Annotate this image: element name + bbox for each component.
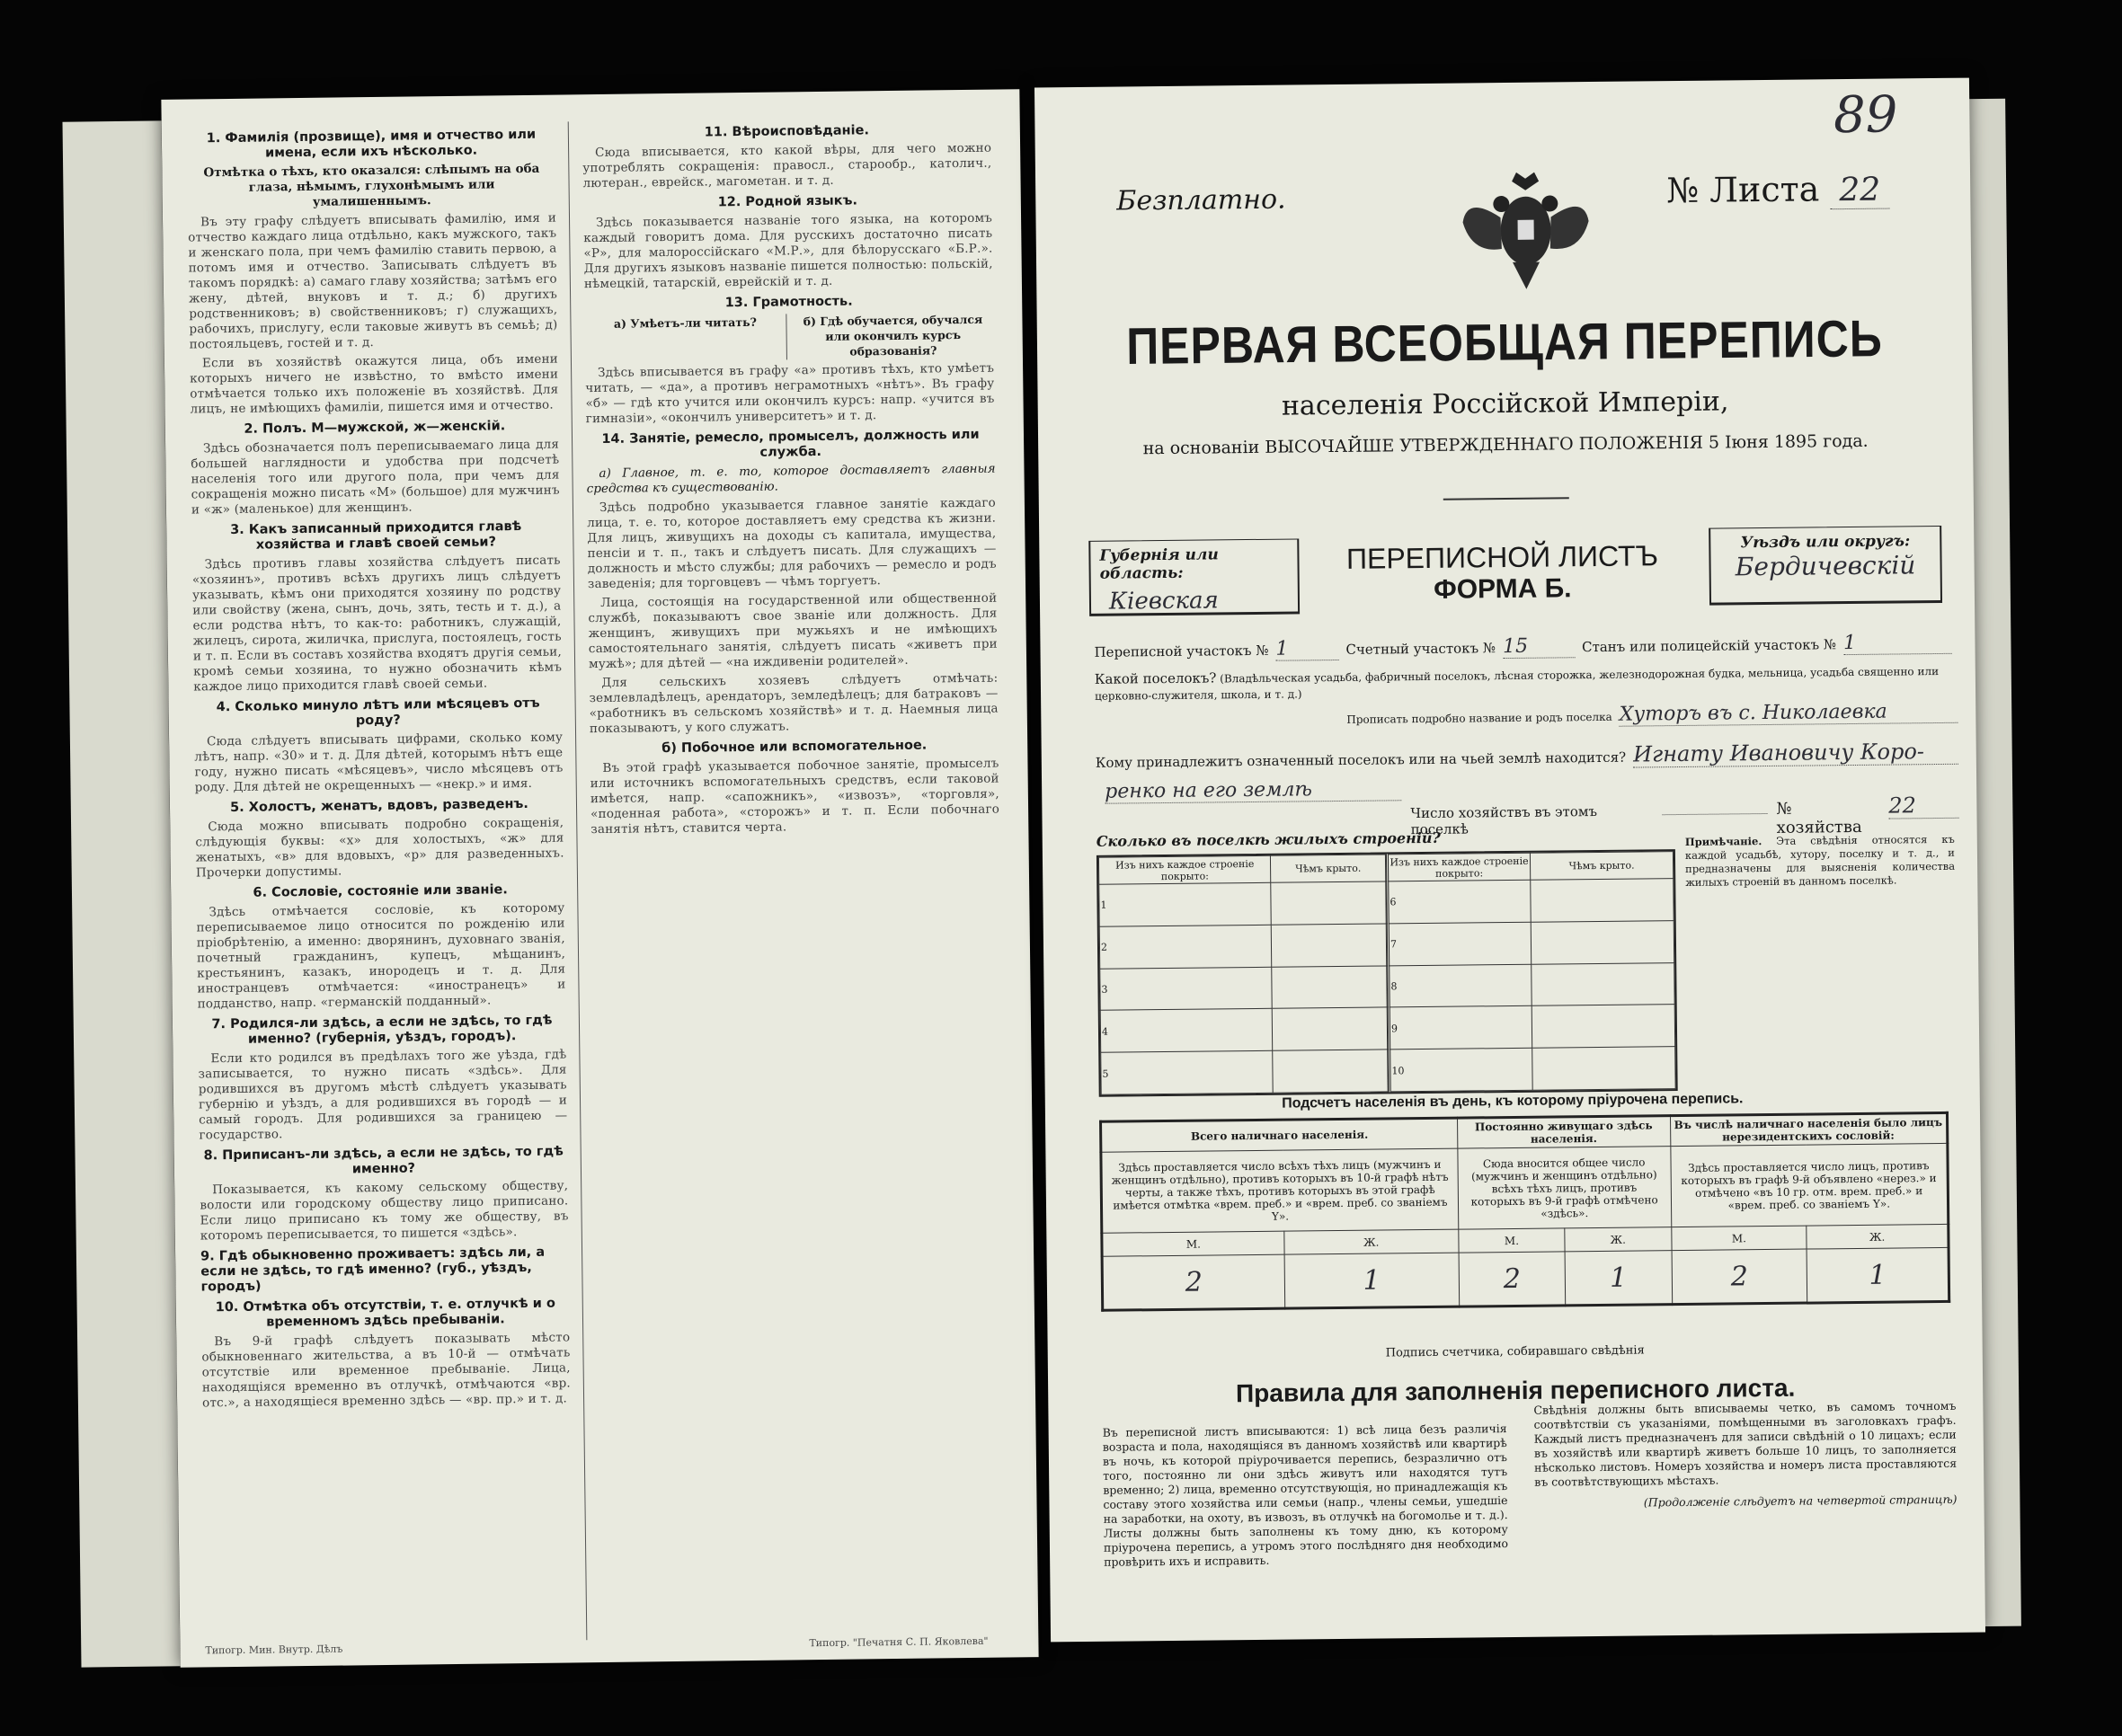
section-12-title: 12. Родной языкъ. <box>717 193 858 210</box>
building-row-number: 10 <box>1390 1048 1532 1091</box>
census-title: ПЕРВАЯ ВСЕОБЩАЯ ПЕРЕПИСЬ <box>1125 309 1884 376</box>
form-title: ПЕРЕПИСНОЙ ЛИСТЪ <box>1345 539 1659 575</box>
count-value: 1 <box>1807 1247 1949 1303</box>
poselok-line-2 <box>1095 700 1958 732</box>
body-text: Здѣсь подробно указывается главное занятіе каждаго лица, т. е. то, которое доставляетъ ему средства къ жизни. Для лицъ, живущихъ на доходы съ капитала, имущества, пенсіи и т. п., такъ и слѣдуетъ писать. Для служащихъ — должность и мѣсто службы; для рабочихъ — ремесло и родъ заведенія; для торговцевъ — чѣмъ торгуетъ. <box>587 495 997 592</box>
buildings-col-header: Чѣмъ крыто. <box>1271 855 1386 882</box>
building-row-number: 4 <box>1100 1009 1273 1053</box>
owner-value-2: ренко на его землѣ <box>1105 777 1401 803</box>
household-number-value: 22 <box>1888 793 1958 819</box>
form-title-block <box>1309 539 1696 607</box>
signature-line: Подпись счетчика, собиравшаго свѣдѣнія <box>1385 1343 1645 1360</box>
body-text: Здѣсь показывается названіе того языка, на которомъ каждый говоритъ дома. Для русскихъ достаточно писать «Р», для малороссійскаго «М.Р.», для бѣлорусскаго «Б.Р.». Для другихъ языковъ названіе пишется полностью: польскій, нѣмецкій, татарскій, еврейскій и т. д. <box>583 210 993 292</box>
rules-left-column <box>1103 1422 1509 1570</box>
household-number-label: № хозяйства <box>1776 799 1862 837</box>
census-basis: на основаніи ВЫСОЧАЙШЕ УТВЕРЖДЕННАГО ПОЛОЖЕНІЯ 5 Іюня 1895 года. <box>1142 430 1869 459</box>
body-text: Въ этой графѣ указывается побочное занятіе, промыселъ или источникъ вспомогательныхъ средствъ, если таковой имѣется, напр. «сапожникъ», «извозъ», «торговля», «поденная работа», «сторожъ» и т. п. Если побочнаго занятія нѣтъ, ставится черта. <box>590 756 1000 837</box>
buildings-table <box>1097 849 1678 1097</box>
section-11-title: 11. Вѣроисповѣданіе. <box>704 123 870 140</box>
gubernia-box <box>1088 538 1300 616</box>
rules-right-text: Свѣдѣнія должны быть вписываемы четко, въ самомъ точномъ соотвѣтствіи съ указаніями, помѣщенными въ заголовкахъ графъ. Каждый листъ предназначенъ для записи свѣдѣній о 10 лицахъ; если въ хозяйствѣ или квартирѣ живетъ больше 10 лицъ, то заполняется нѣсколько листовъ. Номеръ хозяйства и номеръ листа проставляются въ соотвѣтствующихъ мѣстахъ. <box>1533 1398 1958 1489</box>
section-13a: а) Умѣетъ-ли читать? <box>584 314 787 362</box>
poselok-label: Какой поселокъ? <box>1094 669 1217 687</box>
building-row-number: 6 <box>1388 880 1531 923</box>
body-text: Если кто родился въ предѣлахъ того же уѣзда, гдѣ записывается, то нужно писать «здѣсь». Для родившихся въ другомъ мѣстѣ слѣдуетъ указывать губернію и уѣздъ, а для родившихся въ городѣ — и самый городъ. Для родившихся за границею — государство. <box>198 1047 568 1143</box>
section-1-note: Отмѣтка о тѣхъ, кто оказался: слѣпымъ на оба глаза, нѣмымъ, глухонѣмымъ или умалишеннымъ. <box>203 161 540 209</box>
count-value: 2 <box>1102 1254 1284 1310</box>
section-15-title: б) Побочное или вспомогательное. <box>661 738 928 757</box>
section-4-title: 4. Сколько минуло лѣтъ или мѣсяцевъ отъ роду? <box>216 695 540 729</box>
section-1-title: 1. Фамилія (прозвище), имя и отчество или имена, если ихъ нѣсколько. <box>206 127 537 161</box>
building-row-number: 5 <box>1101 1050 1274 1094</box>
uezd-value: Бердичевскій <box>1735 550 1916 582</box>
left-page <box>161 89 1038 1668</box>
building-row-number: 7 <box>1388 922 1531 965</box>
title-rule <box>1443 497 1569 500</box>
gubernia-label: Губернія или область: <box>1099 545 1219 583</box>
count-male-header: М. <box>1671 1226 1807 1251</box>
section-13-title: 13. Грамотность. <box>724 294 853 311</box>
uchastok-line <box>1094 631 1957 663</box>
building-row-number: 3 <box>1100 967 1273 1011</box>
count-female-header: Ж. <box>1284 1229 1459 1254</box>
section-6-title: 6. Сословіе, состояніе или званіе. <box>253 882 508 900</box>
count-title: Подсчетъ населенія въ день, къ которому пріурочена перепись. <box>1282 1091 1744 1112</box>
poselok-hint: (Владѣльческая усадьба, фабричный поселокъ, лѣсная сторожка, железнодорожная будка, мельница, усадьба священно или церковно-служителя, школа, и т. д.) <box>1094 664 1940 703</box>
owner-value: Игнату Ивановичу Коро- <box>1633 739 1958 768</box>
buildings-col-header: Чѣмъ крыто. <box>1530 852 1673 881</box>
poselok-value: Хуторъ въ с. Николаевка <box>1620 700 1958 727</box>
building-row-number: 2 <box>1099 925 1272 969</box>
count-header-nonresident: Въ числѣ наличнаго населенія было лицъ нерезидентскихъ сословій: <box>1670 1112 1948 1146</box>
stan-label: Станъ или полицейскій участокъ № <box>1581 636 1837 656</box>
count-table <box>1099 1112 1950 1312</box>
list-number-label: № Листа <box>1666 169 1820 211</box>
section-14-title: 14. Занятіе, ремесло, промыселъ, должность или служба. <box>601 427 980 460</box>
body-text: Показывается, къ какому сельскому обществу, волости или городскому обществу лицо приписано. Если лицо приписано къ тому же обществу, въ которомъ переписывается, то пишется «здѣсь». <box>200 1178 569 1244</box>
rules-title: Правила для заполненія переписного листа. <box>1235 1373 1796 1408</box>
poselok-line <box>1095 662 1958 704</box>
rules-continued: (Продолженіе слѣдуетъ на четвертой страницѣ) <box>1643 1492 1958 1510</box>
note-title: Примѣчаніе. <box>1684 835 1762 848</box>
body-text: Сюда можно вписывать подробно сокращенія, слѣдующія буквы: «х» для холостыхъ, «ж» для женатыхъ, «в» для вдовыхъ, «р» для разведенныхъ. Прочерки допустимы. <box>195 815 564 881</box>
count-value: 2 <box>1672 1249 1807 1305</box>
right-page <box>1034 78 1985 1643</box>
count-value: 2 <box>1459 1252 1566 1306</box>
list-number-value: 22 <box>1830 172 1889 210</box>
building-row-number: 9 <box>1389 1006 1532 1050</box>
count-desc-total: Здѣсь проставляется число всѣхъ тѣхъ лицъ (мужчинъ и женщинъ отдѣльно), противъ которыхъ въ 10-й графѣ нѣтъ черты, а также тѣхъ, противъ которыхъ въ этой графѣ имѣется отмѣтка «врем. преб.» и «врем. преб. со званіемъ Y». <box>1101 1148 1459 1233</box>
body-text: Въ эту графу слѣдуетъ вписывать фамилію, имя и отчество каждаго лица отдѣльно, какъ мужского, такъ и женскаго пола, при чемъ фамилію ставить первою, а потомъ имя и отчество. Записывать слѣдуетъ въ такомъ порядкѣ: а) самаго главу хозяйства; затѣмъ его жену, дѣтей, внуковъ и т. д.; б) другихъ родственниковъ; в) свойственниковъ; г) служащихъ, рабочихъ, прислугу, если таковые живутъ въ семьѣ; д) постояльцевъ, гостей и т. д. <box>188 210 558 352</box>
count-value: 1 <box>1565 1251 1672 1306</box>
buildings-col-header: Изъ нихъ каждое строеніе покрыто: <box>1098 855 1271 884</box>
buildings-left-table <box>1098 854 1389 1094</box>
section-2-title: 2. Полъ. М—мужской, ж—женскій. <box>244 419 506 437</box>
buildings-right-table <box>1386 851 1676 1092</box>
list-number-block <box>1666 169 1889 211</box>
count-value: 1 <box>1284 1253 1460 1308</box>
schet-value: 15 <box>1503 634 1575 659</box>
sheet-number: 89 <box>1833 85 1898 146</box>
body-text: Лица, состоящія на государственной или общественной службѣ, показываютъ свое званіе или должность. Для женщинъ, живущихъ при мужьяхъ и не имѣющихъ самостоятельнаго занятія, слѣдуетъ писать «живетъ при мужѣ»; для дѣтей — «на иждивеніи родителей». <box>588 590 998 672</box>
uezd-label: Уѣздъ или округъ: <box>1740 532 1911 553</box>
count-desc-nonresident: Здѣсь проставляется число лицъ, противъ которыхъ въ графѣ 9-й объявлено «нерез.» и отмѣчено «въ 10 гр. отм. врем. преб.» и «врем. преб. со званіемъ Y». <box>1670 1143 1948 1227</box>
count-female-header: Ж. <box>1565 1227 1672 1252</box>
body-text: Здѣсь обозначается полъ переписываемаго лица для большей наглядности и удобства при подсчетѣ населенія того или другого пола, при чемъ для сокращенія можно писать «М» (большое) для мужчинъ и «ж» (маленькое) для женщинъ. <box>191 437 560 518</box>
rules-left-text: Въ переписной листъ вписываются: 1) всѣ лица безъ различія возраста и пола, находящіяся въ данномъ хозяйствѣ или квартирѣ въ ночь, къ которой пріурочивается перепись, безразлично отъ того, постоянно ли они здѣсь живутъ или находятся тутъ временно; 2) лица, временно отсутствующія, но принадлежащія къ составу этого хозяйства или семьи (напр., члены семьи, ушедшіе на заработки, на охоту, въ извозъ, въ отлучкѣ на богомолье и т. д.). Листы должны быть заполнены къ тому дню, къ которому пріурочена перепись, а утромъ этого послѣдняго дня необходимо провѣрить ихъ и исправить. <box>1102 1422 1509 1569</box>
section-3-title: 3. Какъ записанный приходится главѣ хозяйства и главѣ своей семьи? <box>230 519 522 553</box>
buildings-title: Сколько въ поселкѣ жилыхъ строеній? <box>1096 828 1441 850</box>
left-footer-2: Типогр. "Печатня С. П. Яковлева" <box>809 1634 989 1650</box>
count-male-header: М. <box>1102 1231 1284 1256</box>
body-text: Въ 9-й графѣ слѣдуетъ показывать мѣсто обыкновеннаго жительства, а въ 10-й — отмѣчать отсутствіе или временное пребываніе. Лица, находящіяся временно въ отлучкѣ, отмѣчаются «вр. отс.», а находящіеся временно здѣсь — «вр. пр.» и т. д. <box>201 1330 571 1411</box>
owner-line <box>1096 739 1958 774</box>
free-label: Безплатно. <box>1116 183 1286 217</box>
body-text: Если въ хозяйствѣ окажутся лица, объ имени которыхъ ничего не извѣстно, то вмѣсто имени отмѣчается только ихъ положеніе въ хозяйствѣ. Для лицъ, не имѣющихъ фамиліи, пишется имя и отчество. <box>190 351 559 417</box>
section-10-title: 10. Отмѣтка объ отсутствіи, т. е. отлучкѣ и о временномъ здѣсь пребываніи. <box>215 1296 555 1330</box>
double-headed-eagle-emblem <box>1458 167 1594 295</box>
owner-label: Кому принадлежитъ означенный поселокъ или на чьей землѣ находится? <box>1095 748 1627 771</box>
section-13b: б) Гдѣ обучается, обучался или окончилъ курсъ образованія? <box>803 312 983 359</box>
body-text: Здѣсь противъ главы хозяйства слѣдуетъ писать «хозяинъ», противъ всѣхъ другихъ лицъ слѣдуетъ указывать, кѣмъ они приходятся хозяину по родству или свойству (жена, сынъ, дочь, зять, тесть и т. д.), а если родства нѣтъ, то как-то: работникъ, служащій, жилецъ, сирота, жиличка, прислуга, постоялецъ, гость и т. п. Если въ составъ хозяйства входятъ другія семьи, кромѣ семьи хозяина, то нужно обозначить кѣмъ каждое лицо приходится главѣ своей семьи. <box>191 553 563 695</box>
left-column-1 <box>187 122 571 1415</box>
buildings-note <box>1685 833 1956 890</box>
stan-value: 1 <box>1843 631 1951 655</box>
poselok-hint-2: Прописать подробно название и родъ поселка <box>1346 710 1612 726</box>
buildings-col-header: Изъ нихъ каждое строеніе покрыто: <box>1387 853 1530 881</box>
section-9-title: 9. Гдѣ обыкновенно проживаетъ: здѣсь ли, а если не здѣсь, то гдѣ именно? (губ., уѣздъ, городъ) <box>200 1244 546 1295</box>
count-desc-permanent: Сюда вносится общее число (мужчинъ и женщинъ отдѣльно) всѣхъ тѣхъ лицъ, противъ которыхъ въ 9-й графѣ отмѣчено «здѣсь». <box>1458 1147 1672 1229</box>
left-column-2 <box>582 117 1000 841</box>
gubernia-value: Кіевская <box>1108 587 1219 616</box>
count-header-total: Всего наличнаго населенія. <box>1101 1118 1458 1152</box>
under-sheet-left <box>62 120 180 1667</box>
form-name: ФОРМА Б. <box>1433 573 1572 605</box>
building-row-number: 1 <box>1099 882 1272 926</box>
census-subtitle: населенія Россійской Имперіи, <box>1281 385 1729 422</box>
body-text: Сюда слѣдуетъ вписывать цифрами, сколько кому лѣтъ, напр. «30» и т. д. Для дѣтей, которымъ нѣтъ еще году, нужно писать «мѣсяцевъ», число мѣсяцевъ отъ роду. Для дѣтей не окрещенныхъ — «некр.» и имя. <box>194 730 564 795</box>
note-text: Эта свѣдѣнія относятся къ каждой усадьбѣ, хутору, поселку и т. д., и предназначены для выясненія количества жилыхъ строеній въ данномъ поселкѣ. <box>1684 832 1956 889</box>
section-7-title: 7. Родился-ли здѣсь, а если не здѣсь, то гдѣ именно? (губернія, уѣздъ, городъ). <box>211 1013 553 1047</box>
section-14-sub: а) Главное, т. е. то, которое доставляетъ главныя средства къ существованію. <box>586 461 996 497</box>
count-male-header: М. <box>1459 1228 1566 1253</box>
section-5-title: 5. Холостъ, женатъ, вдовъ, разведенъ. <box>230 796 528 816</box>
body-text: Здѣсь отмѣчается сословіе, къ которому переписываемое лицо относится по рожденію или пріобрѣтенію, а именно: дворянинъ, духовнаго званія, почетный гражданинъ, купецъ, мѣщанинъ, крестьянинъ, казакъ, инородецъ и т. д. Для иностранцевъ отмѣчается: «иностранецъ» и подданство, напр. «германскій подданный». <box>196 900 566 1012</box>
schet-label: Счетный участокъ № <box>1345 640 1496 658</box>
households-label: Число хозяйствъ въ этомъ поселкѣ <box>1410 802 1598 838</box>
body-text: Для сельскихъ хозяевъ слѣдуетъ отмѣчать: землевладѣлецъ, арендаторъ, земледѣлецъ; для батраковъ — «работникъ въ сельскомъ хозяйствѣ» и т. д. Наемныя лица показываютъ, у кого служатъ. <box>589 670 999 737</box>
section-8-title: 8. Приписанъ-ли здѣсь, а если не здѣсь, то гдѣ именно? <box>203 1144 564 1177</box>
rules-right-column <box>1533 1399 1957 1511</box>
body-text: Здѣсь вписывается въ графу «а» противъ тѣхъ, кто умѣетъ читать, — «да», а противъ неграмотныхъ «нѣтъ». Въ графу «б» — гдѣ кто учится или окончилъ курсъ: напр. «учится въ гимназіи», «окончилъ университетъ» и т. д. <box>585 360 995 427</box>
uchastok-label: Переписной участокъ № <box>1094 642 1269 660</box>
count-header-permanent: Постоянно живущаго здѣсь населенія. <box>1457 1116 1670 1148</box>
uezd-box <box>1709 526 1942 606</box>
building-row-number: 8 <box>1389 964 1532 1007</box>
count-female-header: Ж. <box>1807 1224 1949 1249</box>
uchastok-value: 1 <box>1275 637 1338 661</box>
left-footer-1: Типогр. Мин. Внутр. Дѣлъ <box>205 1643 343 1657</box>
body-text: Сюда вписывается, кто какой вѣры, для чего можно употреблять сокращенія: правосл., старообр., католич., лютеран., еврейск., магометан. и т. д. <box>582 140 992 191</box>
